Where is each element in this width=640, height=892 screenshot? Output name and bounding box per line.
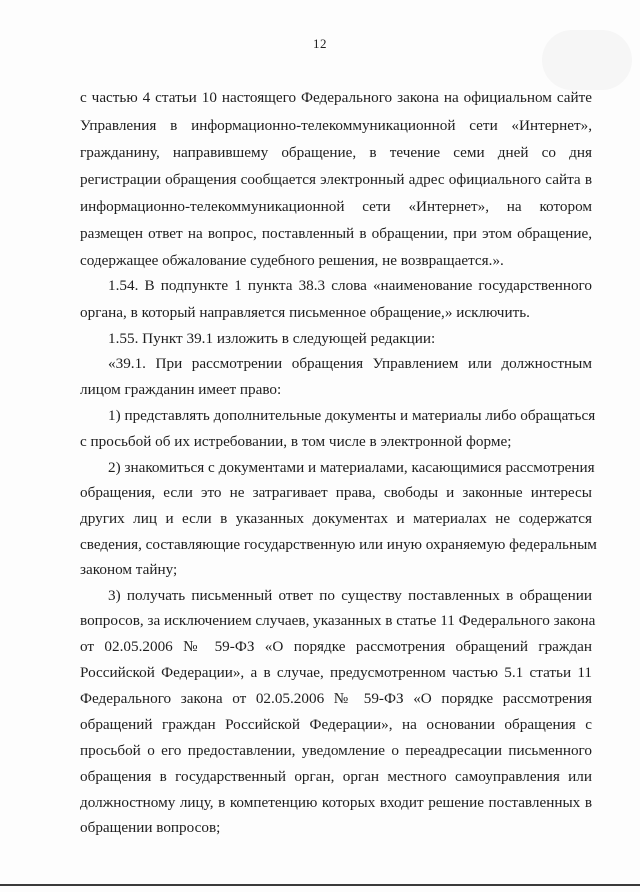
text-line: Федерального закона от 02.05.2006 № 59-ФЗ «О порядке рассмотрения xyxy=(80,690,592,707)
text-line: других лиц и если в указанных документах и материалах не содержатся xyxy=(80,510,592,527)
text-line: должностному лицу, в компетенцию которых входит решение поставленных в xyxy=(80,794,592,811)
text-line: 2) знакомиться с документами и материалами, касающимися рассмотрения xyxy=(108,459,595,476)
text-line: с просьбой об их истребовании, в том числе в электронной форме; xyxy=(80,433,512,450)
text-line: обращений граждан Российской Федерации», на основании обращения с xyxy=(80,716,592,733)
text-line: «39.1. При рассмотрении обращения Управлением или должностным xyxy=(108,355,592,372)
text-line: информационно-телекоммуникационной сети «Интернет», на котором xyxy=(80,198,592,215)
text-line: вопросов, за исключением случаев, указанных в статье 11 Федерального закона xyxy=(80,612,596,629)
text-line: содержащее обжалование судебного решения, не возвращается.». xyxy=(80,252,504,269)
text-line: регистрации обращения сообщается электронный адрес официального сайта в xyxy=(80,171,592,188)
text-line: гражданину, направившему обращение, в течение семи дней со дня xyxy=(80,144,592,161)
text-line: лицом гражданин имеет право: xyxy=(80,381,282,398)
text-line: просьбой о его предоставлении, уведомление о переадресации письменного xyxy=(80,742,592,759)
text-line: обращения, если это не затрагивает права, свободы и законные интересы xyxy=(80,484,592,501)
text-line: Российской Федерации», а в случае, предусмотренном частью 5.1 статьи 11 xyxy=(80,664,592,681)
text-line: законом тайну; xyxy=(80,561,178,578)
text-line: с частью 4 статьи 10 настоящего Федерального закона на официальном сайте xyxy=(80,89,592,106)
text-line: от 02.05.2006 № 59-ФЗ «О порядке рассмотрения обращений граждан xyxy=(80,638,592,655)
text-line: 1.55. Пункт 39.1 изложить в следующей редакции: xyxy=(108,330,436,347)
text-line: Управления в информационно-телекоммуникационной сети «Интернет», xyxy=(80,117,592,134)
text-line: обращении вопросов; xyxy=(80,819,221,836)
text-line: обращения в государственный орган, орган местного самоуправления или xyxy=(80,768,592,785)
page-number: 12 xyxy=(313,36,327,51)
text-line: размещен ответ на вопрос, поставленный в обращении, при этом обращение, xyxy=(80,225,592,242)
text-line: 3) получать письменный ответ по существу поставленных в обращении xyxy=(108,587,592,604)
text-line: 1.54. В подпункте 1 пункта 38.3 слова «наименование государственного xyxy=(108,277,592,294)
text-line: сведения, составляющие государственную или иную охраняемую федеральным xyxy=(80,536,597,553)
scan-bottom-edge xyxy=(0,884,640,886)
text-line: 1) представлять дополнительные документы и материалы либо обращаться xyxy=(108,407,596,424)
text-line: органа, в который направляется письменное обращение,» исключить. xyxy=(80,304,530,321)
